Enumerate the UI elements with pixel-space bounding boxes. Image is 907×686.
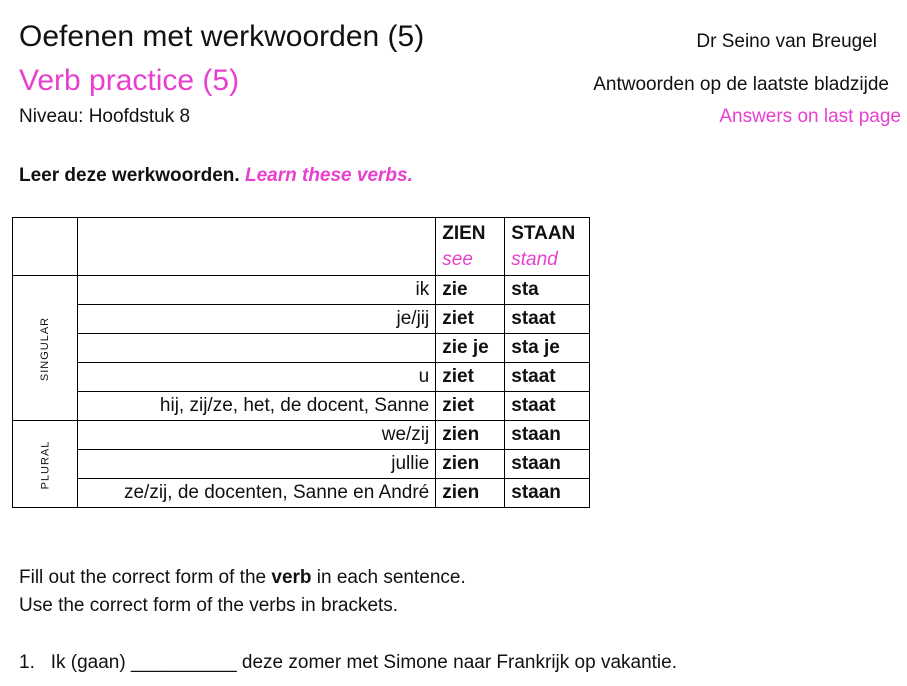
verb-2-name: STAAN xyxy=(511,222,576,244)
verb-1-form: zie xyxy=(436,276,505,305)
answers-note-english: Answers on last page xyxy=(719,106,901,127)
verb-1-gloss: see xyxy=(442,248,473,270)
learn-heading-dutch: Leer deze werkwoorden. xyxy=(19,165,240,186)
exercise-sentence-rest: deze zomer met Simone naar Frankrijk op vakantie. xyxy=(241,652,678,673)
verb-2-form: sta xyxy=(505,276,590,305)
verb-1-form: zien xyxy=(436,479,505,508)
exercise-item xyxy=(19,652,677,674)
answers-note-dutch: Antwoorden op de laatste bladzijde xyxy=(593,74,889,95)
verb-conjugation-table xyxy=(12,217,590,508)
table-row xyxy=(13,421,590,450)
learn-heading xyxy=(19,165,413,187)
instruction-line-1 xyxy=(19,567,466,589)
singular-label: SINGULAR xyxy=(39,316,52,382)
table-row xyxy=(13,450,590,479)
answer-blank[interactable]: __________ xyxy=(130,652,237,673)
verb-2-form: sta je xyxy=(505,334,590,363)
table-row xyxy=(13,334,590,363)
pronoun-cell: jullie xyxy=(78,450,436,479)
pronoun-cell: we/zij xyxy=(78,421,436,450)
pronoun-cell: hij, zij/ze, het, de docent, Sanne xyxy=(78,392,436,421)
verb-1-name: ZIEN xyxy=(442,222,486,244)
table-row xyxy=(13,392,590,421)
pronoun-cell xyxy=(78,334,436,363)
instruction-bold-word: verb xyxy=(271,567,312,588)
table-row xyxy=(13,363,590,392)
verb-2-form: staan xyxy=(505,479,590,508)
instruction-line-2: Use the correct form of the verbs in brackets. xyxy=(19,595,399,616)
verb-1-form: ziet xyxy=(436,305,505,334)
verb-2-form: staan xyxy=(505,421,590,450)
verb-1-form: ziet xyxy=(436,363,505,392)
pronoun-cell: je/jij xyxy=(78,305,436,334)
page-title: Oefenen met werkwoorden (5) xyxy=(19,20,425,53)
plural-group-cell xyxy=(13,421,78,508)
page-subtitle: Verb practice (5) xyxy=(19,64,240,97)
instruction-text-end: in each sentence. xyxy=(311,567,466,588)
table-row xyxy=(13,305,590,334)
table-row xyxy=(13,479,590,508)
pronoun-cell: u xyxy=(78,363,436,392)
verb-2-form: staan xyxy=(505,450,590,479)
verb-1-form: zien xyxy=(436,421,505,450)
verb-1-form: zien xyxy=(436,450,505,479)
table-row xyxy=(13,276,590,305)
verb-1-form: zie je xyxy=(436,334,505,363)
verb-1-header xyxy=(436,218,505,276)
verb-2-form: staat xyxy=(505,305,590,334)
exercise-number: 1. xyxy=(19,652,35,673)
verb-2-form: staat xyxy=(505,392,590,421)
plural-label: PLURAL xyxy=(39,440,52,490)
pronoun-cell: ze/zij, de docenten, Sanne en André xyxy=(78,479,436,508)
verb-1-form: ziet xyxy=(436,392,505,421)
level-label: Niveau: Hoofdstuk 8 xyxy=(19,106,191,127)
verb-2-gloss: stand xyxy=(511,248,558,270)
instruction-text: Fill out the correct form of the xyxy=(19,567,272,588)
singular-group-cell xyxy=(13,276,78,421)
exercise-prompt: Ik (gaan) xyxy=(50,652,126,673)
table-header-row xyxy=(13,218,590,276)
header-corner-cell xyxy=(13,218,78,276)
header-pronoun-cell xyxy=(78,218,436,276)
learn-heading-english: Learn these verbs. xyxy=(244,165,413,186)
pronoun-cell: ik xyxy=(78,276,436,305)
verb-2-form: staat xyxy=(505,363,590,392)
author-name: Dr Seino van Breugel xyxy=(696,31,877,52)
verb-2-header xyxy=(505,218,590,276)
